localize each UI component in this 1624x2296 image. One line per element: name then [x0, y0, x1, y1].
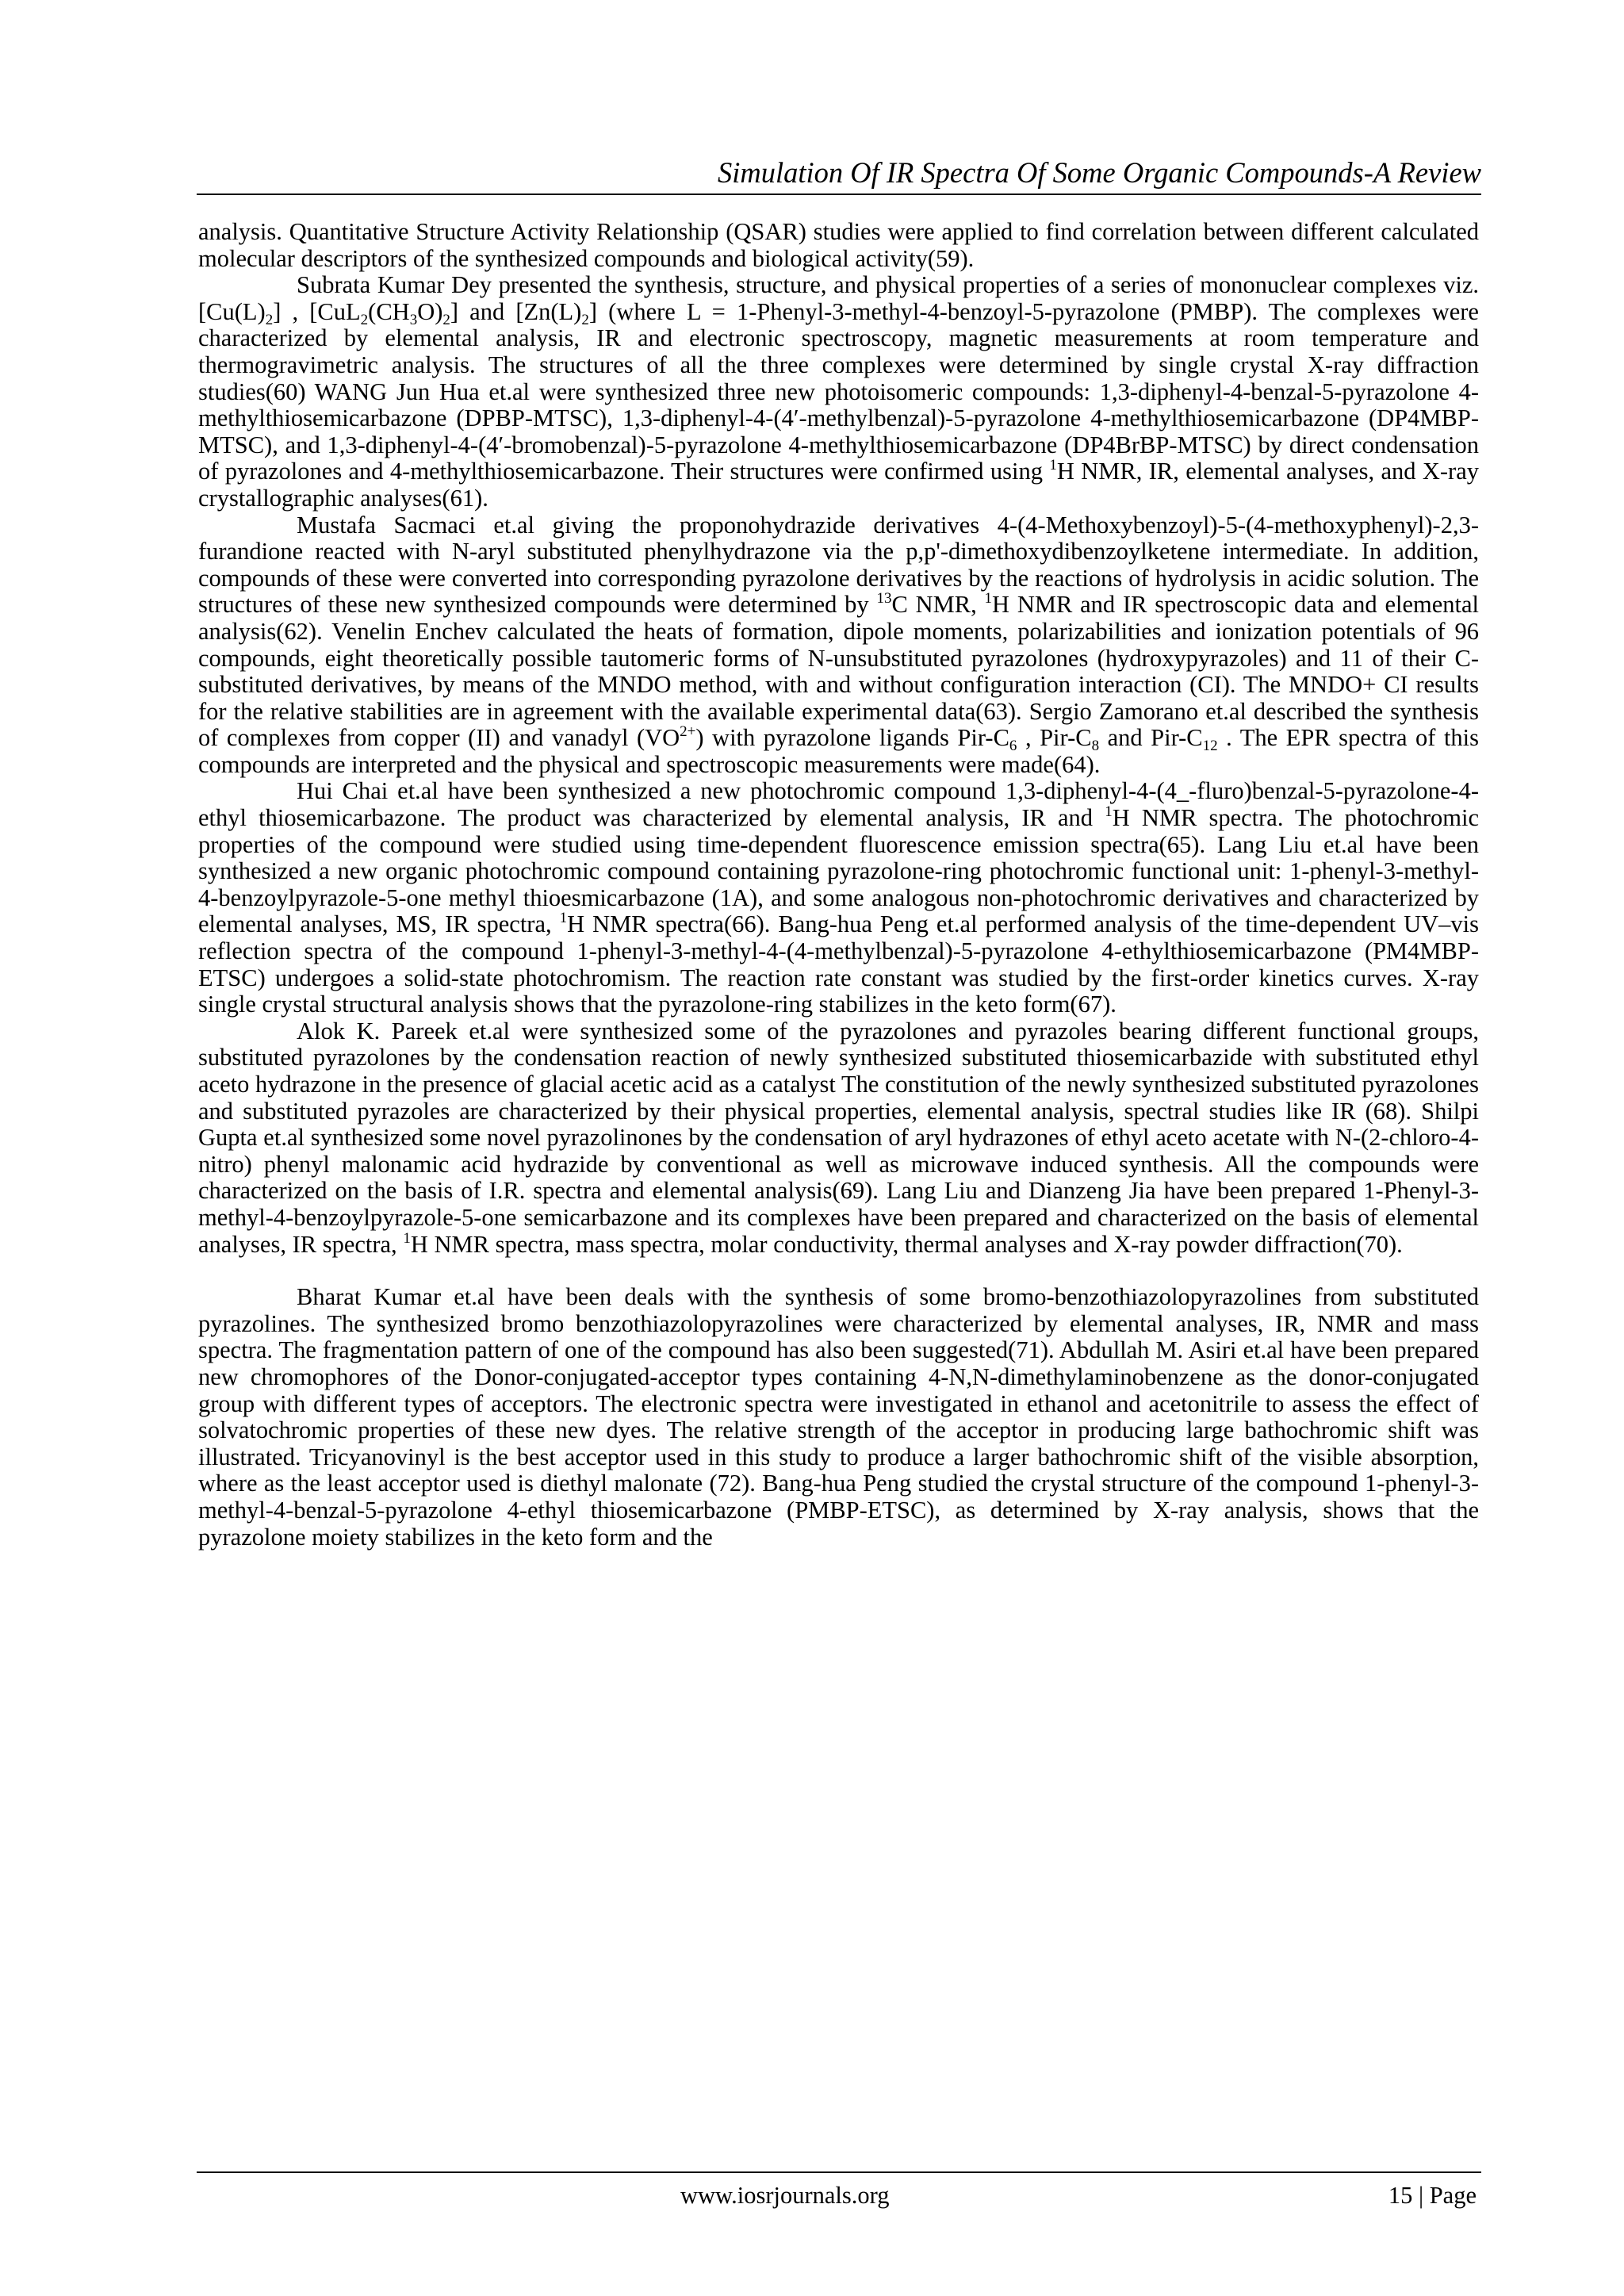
header-rule [197, 194, 1481, 195]
footer-page-number: 15 | Page [1388, 2182, 1477, 2209]
paragraph-kumar-asiri-peng: Bharat Kumar et.al have been deals with the synthesis of some bromo-benzothiazolopyrazolines from substituted pyrazolines. The synthesized bromo benzothiazolopyrazolines were characterized by elemental analyses, IR, NMR and mass spectra. The fragmentation pattern of one of the compound has also been suggested(71). Abdullah M. Asiri et.al have been prepared new chromophores of the Donor-conjugated-acceptor types containing 4-N,N-dimethylaminobenzene as the donor-conjugated group with different types of acceptors. The electronic spectra were investigated in ethanol and acetonitrile to assess the effect of solvatochromic properties of these new dyes. The relative strength of the acceptor in producing large bathochromic shift was illustrated. Tricyanovinyl is the best acceptor used in this study to produce a larger bathochromic shift of the visible absorption, where as the least acceptor used is diethyl malonate (72). Bang-hua Peng studied the crystal structure of the compound 1-phenyl-3-methyl-4-benzal-5-pyrazolone 4-ethyl thiosemicarbazone (PMBP-ETSC), as determined by X-ray analysis, shows that the pyrazolone moiety stabilizes in the keto form and the [198, 1283, 1479, 1550]
paragraph-pareek-gupta-liu: Alok K. Pareek et.al were synthesized some of the pyrazolones and pyrazoles bearing different functional groups, substituted pyrazolones by the condensation reaction of newly synthesized substituted thiosemicarbazide with substituted ethyl aceto hydrazone in the presence of glacial acetic acid as a catalyst The constitution of the newly synthesized substituted pyrazolones and substituted pyrazoles are characterized by their physical properties, elemental analysis, spectral studies like IR (68). Shilpi Gupta et.al synthesized some novel pyrazolinones by the condensation of aryl hydrazones of ethyl aceto acetate with N-(2-chloro-4-nitro) phenyl malonamic acid hydrazide by conventional as well as microwave induced synthesis. All the compounds were characterized on the basis of I.R. spectra and elemental analysis(69). Lang Liu and Dianzeng Jia have been prepared 1-Phenyl-3-methyl-4-benzoylpyrazole-5-one semicarbazone and its complexes have been prepared and characterized on the basis of elemental analyses, IR spectra, $^1$H NMR spectra, mass spectra, molar conductivity, thermal analyses and X-ray powder diffraction(70). [198, 1017, 1479, 1258]
paragraph-sacmaci-enchev-zamorano: Mustafa Sacmaci et.al giving the proponohydrazide derivatives 4-(4-Methoxybenzoyl)-5-(4-methoxyphenyl)-2,3-furandione reacted with N-aryl substituted phenylhydrazone via the p,p'-dimethoxydibenzoylketene intermediate. In addition, compounds of these were converted into corresponding pyrazolone derivatives by the reactions of hydrolysis in acidic solution. The structures of these new synthesized compounds were determined by $^{13}$C NMR, $^1$H NMR and IR spectroscopic data and elemental analysis(62). Venelin Enchev calculated the heats of formation, dipole moments, polarizabilities and ionization potentials of 96 compounds, eight theoretically possible tautomeric forms of N-unsubstituted pyrazolones (hydroxypyrazoles) and 11 of their C-substituted derivatives, by means of the MNDO method, with and without configuration interaction (CI). The MNDO+ CI results for the relative stabilities are in agreement with the available experimental data(63). Sergio Zamorano et.al described the synthesis of complexes from copper (II) and vanadyl $(VO^{2+})$ with pyrazolone ligands Pir-$C_6$ , Pir-$C_8$ and Pir-$C_{12}$ . The EPR spectra of this compounds are interpreted and the physical and spectroscopic measurements were made(64). [198, 511, 1480, 778]
footer-journal-url: www.iosrjournals.org [680, 2182, 890, 2209]
paragraph-dey-wang: Subrata Kumar Dey presented the synthesis, structure, and physical properties of a series of mononuclear complexes viz. $[Cu(L)_2]$ , $[CuL_2(CH_3O)_2]$ and $[Zn(L)_2]$ (where L = 1-Phenyl-3-methyl-4-benzoyl-5-pyrazolone (PMBP). The complexes were characterized by elemental analysis, IR and electronic spectroscopy, magnetic measurements at room temperature and thermogravimetric analysis. The structures of all the three complexes were determined by single crystal X-ray diffraction studies(60) WANG Jun Hua et.al were synthesized three new photoisomeric compounds: 1,3-diphenyl-4-benzal-5-pyrazolone 4-methylthiosemicarbazone (DPBP-MTSC), 1,3-diphenyl-4-(4′-methylbenzal)-5-pyrazolone 4-methylthiosemicarbazone (DP4MBP- MTSC), and 1,3-diphenyl-4-(4′-bromobenzal)-5-pyrazolone 4-methylthiosemicarbazone (DP4BrBP-MTSC) by direct condensation of pyrazolones and 4-methylthiosemicarbazone. Their structures were confirmed using $^1$H NMR, IR, elemental analyses, and X-ray crystallographic analyses(61). [198, 271, 1479, 512]
paragraph-qsar: analysis. Quantitative Structure Activity Relationship (QSAR) studies were applied to find correlation between different calculated molecular descriptors of the synthesized compounds and biological activity(59). [198, 218, 1479, 272]
footer-rule [197, 2171, 1481, 2173]
running-header-title: Simulation Of IR Spectra Of Some Organic Compounds-A Review [717, 156, 1481, 189]
article-body [198, 219, 1479, 1550]
paragraph-chai-liu-peng: Hui Chai et.al have been synthesized a new photochromic compound 1,3-diphenyl-4-(4_-fluro)benzal-5-pyrazolone-4-ethyl thiosemicarbazone. The product was characterized by elemental analysis, IR and $^1$H NMR spectra. The photochromic properties of the compound were studied using time-dependent fluorescence emission spectra(65). Lang Liu et.al have been synthesized a new organic photochromic compound containing pyrazolone-ring photochromic functional unit: 1-phenyl-3-methyl-4-benzoylpyrazole-5-one methyl thioesmicarbazone (1A), and some analogous non-photochromic derivatives and characterized by elemental analyses, MS, IR spectra, $^1$H NMR spectra(66). Bang-hua Peng et.al performed analysis of the time-dependent UV–vis reflection spectra of the compound 1-phenyl-3-methyl-4-(4-methylbenzal)-5-pyrazolone 4-ethylthiosemicarbazone (PM4MBP-ETSC) undergoes a solid-state photochromism. The reaction rate constant was studied by the first-order kinetics curves. X-ray single crystal structural analysis shows that the pyrazolone-ring stabilizes in the keto form(67). [198, 777, 1479, 1018]
